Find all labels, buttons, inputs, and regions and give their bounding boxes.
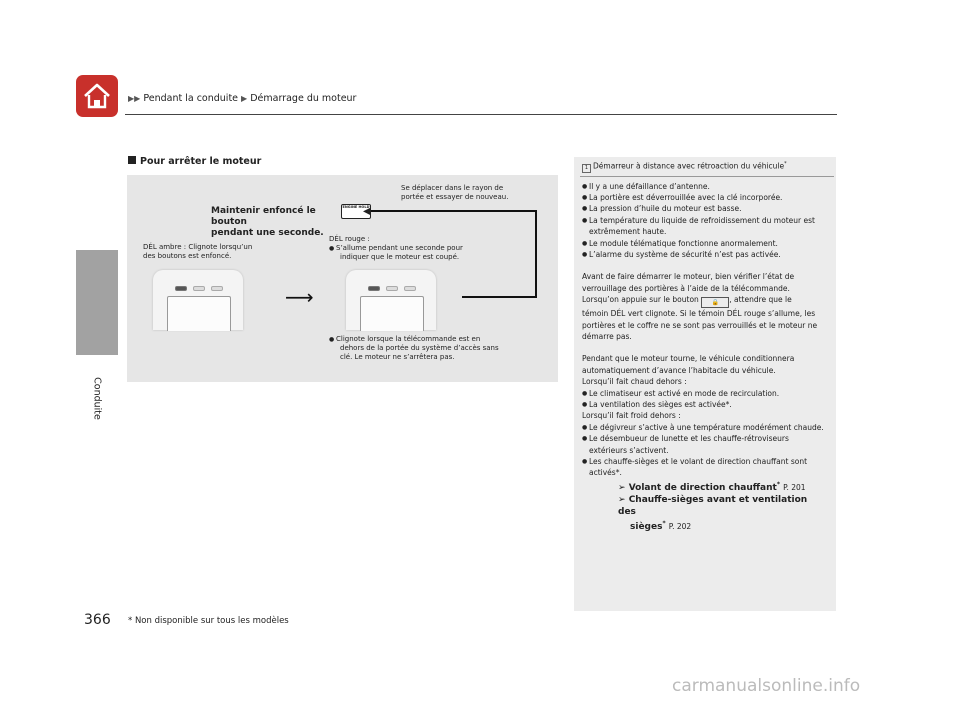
paragraph-line: Avant de faire démarrer le moteur, bien vérifier l’état de [582, 272, 795, 282]
callout-arrow-icon: ◀ [363, 206, 371, 217]
figure-panel [127, 175, 558, 382]
led-icon [211, 286, 223, 291]
list-item: ● Les chauffe-sièges et le volant de direction chauffant sont activés*. [582, 456, 828, 479]
breadcrumb-item-engine-start[interactable]: Démarrage du moteur [250, 93, 357, 104]
breadcrumb [128, 93, 356, 104]
list-item: ● La température du liquide de refroidissement du moteur est extrêmement haute. [582, 215, 828, 238]
red-led-icon [368, 286, 380, 291]
section-title: Pour arrêter le moteur [128, 156, 261, 167]
list-item: ● Le module télématique fonctionne anormalement. [582, 238, 828, 249]
list-item: ● La pression d’huile du moteur est basse. [582, 203, 828, 214]
notes-heading: 1 Démarreur à distance avec rétroaction du véhicule* [574, 157, 836, 173]
paragraph-line: portières et le coffre ne se sont pas verrouillés et le moteur ne [582, 320, 818, 330]
reference-icon: 1 [582, 164, 591, 173]
lock-button-icon: 🔒 [701, 297, 729, 308]
notes-panel [574, 157, 836, 611]
cross-reference-link[interactable]: ➢ Volant de direction chauffant* P. 201 [618, 480, 806, 493]
callout-line [535, 210, 537, 298]
paragraph-line: témoin DÉL vert clignote. Si le témoin DÉL rouge s’allume, les [582, 309, 816, 319]
list-item: ● L’alarme du système de sécurité n’est pas activée. [582, 249, 828, 260]
list-item: ● Le désembueur de lunette et les chauffe-rétroviseurs extérieurs s’activent. [582, 433, 828, 456]
red-led-label: DÉL rouge : ● S’allume pendant une seconde pour indiquer que le moteur est coupé. [329, 235, 463, 261]
list-item: ● Le dégivreur s’active à une température modérément chaude. [582, 422, 828, 433]
list-item: ● Le climatiseur est activé en mode de recirculation. [582, 388, 828, 399]
xref-arrow-icon: ➢ [618, 494, 626, 505]
breadcrumb-arrow-icon: ▶▶ [128, 94, 141, 103]
blink-description: ● Clignote lorsque la télécommande est en dehors de la portée du système d’accès sans clé. Le moteur ne s’arrêtera pas. [329, 335, 499, 361]
callout-line [462, 296, 537, 298]
paragraph-line: automatiquement d’avance l’habitacle du véhicule. [582, 365, 776, 375]
cross-reference-link[interactable]: ➢ Chauffe-sièges avant et ventilation des sièges* P. 202 [618, 494, 808, 532]
fob-button [167, 296, 231, 331]
chapter-tab-label-box [76, 365, 118, 445]
arrow-right-icon: ⟶ [285, 285, 314, 309]
led-icon [193, 286, 205, 291]
amber-led-label: DÉL ambre : Clignote lorsqu’un des boutons est enfoncé. [143, 243, 253, 260]
paragraph-line: Pendant que le moteur tourne, le véhicule conditionnera [582, 354, 795, 364]
fob-button [360, 296, 424, 331]
home-icon[interactable] [76, 75, 118, 117]
amber-led-icon [175, 286, 187, 291]
watermark: carmanualsonline.info [672, 676, 861, 696]
breadcrumb-arrow-icon: ▶ [241, 94, 248, 103]
footnote: * Non disponible sur tous les modèles [128, 616, 289, 626]
led-icon [404, 286, 416, 291]
paragraph-line: Lorsqu’on appuie sur le bouton 🔒 , attendre que le [582, 295, 792, 307]
chapter-tab-label: Conduite [91, 377, 103, 420]
paragraph-line: verrouillage des portières à l’aide de la télécommande. [582, 283, 790, 293]
engine-hold-button-icon: ENGINE HOLD [341, 204, 371, 219]
list-item: ● La portière est déverrouillée avec la clé incorporée. [582, 192, 828, 203]
hot-label: Lorsqu’il fait chaud dehors : [582, 377, 687, 387]
cold-label: Lorsqu’il fait froid dehors : [582, 411, 681, 421]
key-fob [346, 270, 436, 330]
move-hint: Se déplacer dans le rayon de portée et essayer de nouveau. [401, 184, 509, 201]
list-item: ● Il y a une défaillance d’antenne. [582, 181, 828, 192]
xref-arrow-icon: ➢ [618, 482, 626, 493]
header-divider [125, 114, 837, 115]
breadcrumb-item-driving[interactable]: Pendant la conduite [143, 93, 239, 104]
instruction-text: Maintenir enfoncé le bouton pendant une seconde. [211, 206, 324, 238]
key-fob [153, 270, 243, 330]
paragraph-line: démarre pas. [582, 331, 632, 341]
chapter-tab[interactable] [76, 250, 118, 355]
callout-line [371, 210, 537, 212]
page-number: 366 [84, 612, 111, 628]
led-icon [386, 286, 398, 291]
section-square-icon [128, 156, 136, 164]
list-item: ● La ventilation des sièges est activée*. [582, 399, 828, 410]
